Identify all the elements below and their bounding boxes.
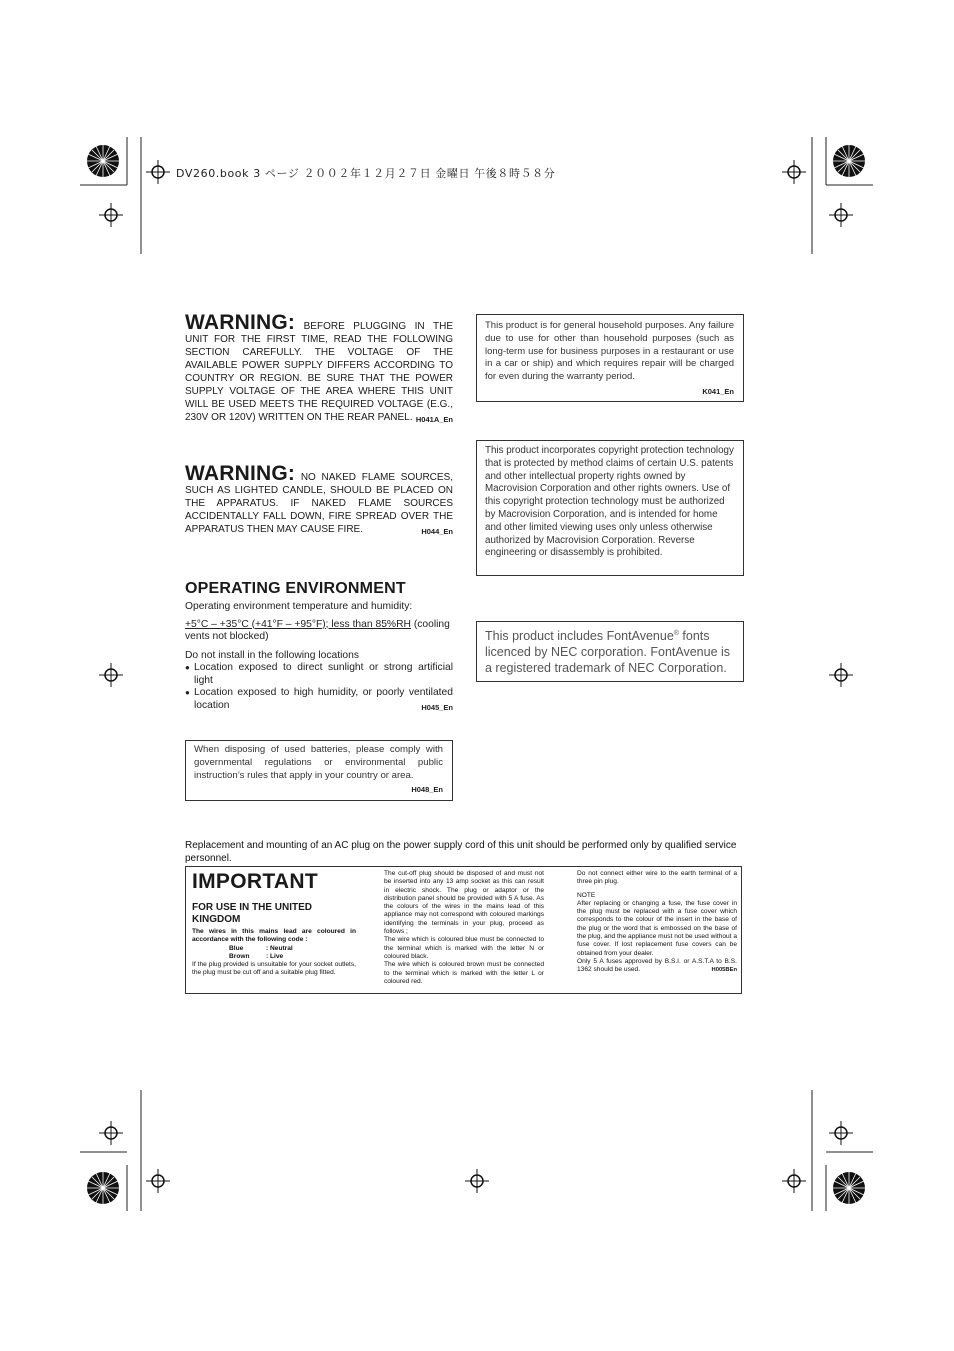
env-location-list bbox=[185, 662, 453, 712]
important-title: IMPORTANT bbox=[192, 870, 318, 893]
registration-crosshair-icon bbox=[829, 203, 853, 227]
fontavenue-text-before: This product includes FontAvenue bbox=[485, 629, 674, 644]
list-item: ● Location exposed to direct sunlight or strong artificial light bbox=[185, 662, 453, 687]
registration-starburst-icon bbox=[86, 1171, 120, 1205]
col2-paragraph: The wire which is coloured blue must be connected to the terminal which is marked with the letter N or coloured black. bbox=[384, 936, 544, 960]
registration-crosshair-icon bbox=[99, 1121, 123, 1145]
col2-paragraph: The wire which is coloured brown must be connected to the terminal which is marked with the letter L or coloured red. bbox=[384, 961, 544, 985]
list-item bbox=[185, 687, 453, 712]
registered-mark: ® bbox=[673, 630, 679, 637]
env-range bbox=[185, 619, 453, 644]
important-notice bbox=[185, 866, 742, 994]
registration-crosshair-icon bbox=[99, 663, 123, 687]
household-code: K041_En bbox=[702, 386, 734, 396]
important-col-1 bbox=[192, 870, 356, 978]
registration-crosshair-icon bbox=[829, 1121, 853, 1145]
operating-environment bbox=[185, 580, 453, 714]
registration-crosshair-icon bbox=[146, 1169, 170, 1193]
wires-intro: The wires in this mains lead are coloured in accordance with the following code : bbox=[192, 928, 356, 944]
warning-heading: WARNING: bbox=[185, 462, 296, 485]
env-do-not: Do not install in the following locations bbox=[185, 649, 360, 661]
registration-crosshair-icon bbox=[146, 160, 170, 184]
wire-blue: Blue bbox=[229, 944, 244, 952]
important-col-3 bbox=[577, 870, 737, 975]
warning-code: H041A_En bbox=[415, 415, 453, 424]
list-item-text: Location exposed to high humidity, or poorly ventilated location bbox=[194, 687, 453, 711]
macrovision-notice bbox=[476, 440, 744, 576]
important-subtitle: FOR USE IN THE UNITED KINGDOM bbox=[192, 902, 313, 925]
registration-starburst-icon bbox=[86, 144, 120, 178]
household-notice bbox=[476, 314, 744, 402]
col3-paragraph: After replacing or changing a fuse, the fuse cover in the plug must be replaced with a fuse cover which corresponds to the colour of the insert in the base of the plug or the word that is embossed on the base of the plug, and the appliance must not be used without a fuse cover. If lost replacement fuse covers can be obtained from your dealer. bbox=[577, 899, 737, 957]
env-intro: Operating environment temperature and humidity: bbox=[185, 601, 413, 612]
warning-power-supply bbox=[185, 311, 453, 426]
warning-heading: WARNING: bbox=[185, 311, 296, 334]
registration-crosshair-icon bbox=[99, 203, 123, 227]
registration-crosshair-icon bbox=[782, 160, 806, 184]
registration-starburst-icon bbox=[832, 1171, 866, 1205]
col2-paragraph: The cut-off plug should be disposed of and must not be inserted into any 13 amp socket as this can result in electric shock. The plug or adaptor or the distribution panel should be provided with 5 A fuse. As the colours of the wires in the mains lead of this appliance may not correspond with coloured markings identifying the terminals in your plug, proceed as follows ; bbox=[384, 870, 544, 936]
registration-crosshair-icon bbox=[829, 663, 853, 687]
wire-brown-row bbox=[192, 953, 356, 961]
wire-blue-value: : Neutral bbox=[266, 944, 293, 952]
col3-note: NOTE bbox=[577, 891, 596, 899]
warning-naked-flame bbox=[185, 462, 454, 538]
wire-blue-row bbox=[192, 945, 356, 953]
replacement-notice: Replacement and mounting of an AC plug on the power supply cord of this unit should be performed only by qualified service personnel. bbox=[185, 840, 737, 864]
household-text: This product is for general household purposes. Any failure due to use for other than household purposes (such as long-term use for business purposes in a restaurant or use in a car or ship) and which requires repair will be charged for even during the warranty period. bbox=[485, 320, 734, 383]
col3-paragraph bbox=[577, 958, 737, 975]
macrovision-text: This product incorporates copyright protection technology that is protected by method claims of certain U.S. patents and other intellectual property rights owned by Macrovision Corporation and other rights owners. Use of this copyright protection technology must be authorized by Macrovision Corporation, and is intended for home and other limited viewing uses only unless otherwise authorized by Macrovision Corporation. Reverse engineering or disassembly is prohibited. bbox=[485, 445, 734, 559]
warning-text: FOR THE FIRST TIME, READ THE FOLLOWING SECTION CAREFULLY. THE VOLTAGE OF THE AVAILABLE POWER SUPPLY DIFFERS ACCORDING TO COUNTRY OR REGION. BE SURE THAT THE POWER SUPPLY VOLTAGE OF THE AREA WHERE THIS UNIT WILL BE USED MEETS THE REQUIRED VOLTAGE (E.G., 230V OR 120V) WRITTEN ON THE REAR PANEL. bbox=[185, 334, 453, 423]
unsuitable-text: If the plug provided is unsuitable for your socket outlets, the plug must be cut off and a suitable plug fitted. bbox=[192, 961, 356, 977]
warning-text-first: BEFORE PLUGGING IN THE UNIT bbox=[185, 321, 453, 345]
file-header: DV260.book 3 ページ ２００２年１２月２７日 金曜日 午後８時５８分 bbox=[176, 167, 556, 180]
env-range-tail: (cooling vents not blocked) bbox=[185, 618, 450, 642]
registration-starburst-icon bbox=[832, 144, 866, 178]
fontavenue-text bbox=[485, 626, 735, 676]
registration-crosshair-icon bbox=[465, 1169, 489, 1193]
wire-brown: Brown bbox=[229, 952, 250, 960]
warning-code: H044_En bbox=[421, 527, 453, 536]
batteries-notice bbox=[185, 740, 453, 801]
wire-brown-value: : Live bbox=[266, 952, 284, 960]
env-range-value: +5°C – +35°C (+41°F – +95°F); less than 85%RH bbox=[185, 618, 411, 630]
warning-text: NO NAKED FLAME SOURCES, SUCH AS LIGHTED CANDLE, SHOULD BE PLACED ON THE APPARATUS. IF NAKED FLAME SOURCES ACCIDENTALLY FALL DOWN, FIRE SPREAD OVER THE APPARATUS THEN MAY CAUSE FIRE. bbox=[185, 472, 454, 535]
env-code: H045_En bbox=[421, 702, 453, 712]
fontavenue-text-after: fonts licenced by NEC corporation. FontAvenue is a registered trademark of NEC Corporation. bbox=[485, 629, 731, 676]
section-title: OPERATING ENVIRONMENT bbox=[185, 580, 406, 597]
important-col-2 bbox=[384, 870, 544, 986]
important-code: H005BEn bbox=[711, 967, 737, 974]
batteries-code: H048_En bbox=[411, 785, 443, 795]
batteries-text: When disposing of used batteries, please comply with governmental regulations or environmental public instruction’s rules that apply in your country or area. bbox=[194, 744, 443, 781]
col3-paragraph: Do not connect either wire to the earth terminal of a three pin plug. bbox=[577, 870, 737, 886]
fontavenue-notice bbox=[476, 621, 744, 682]
col3-fuse-text: Only 5 A fuses approved by B.S.I. or A.S.T.A to B.S. 1362 should be used. bbox=[577, 957, 737, 974]
registration-crosshair-icon bbox=[782, 1169, 806, 1193]
